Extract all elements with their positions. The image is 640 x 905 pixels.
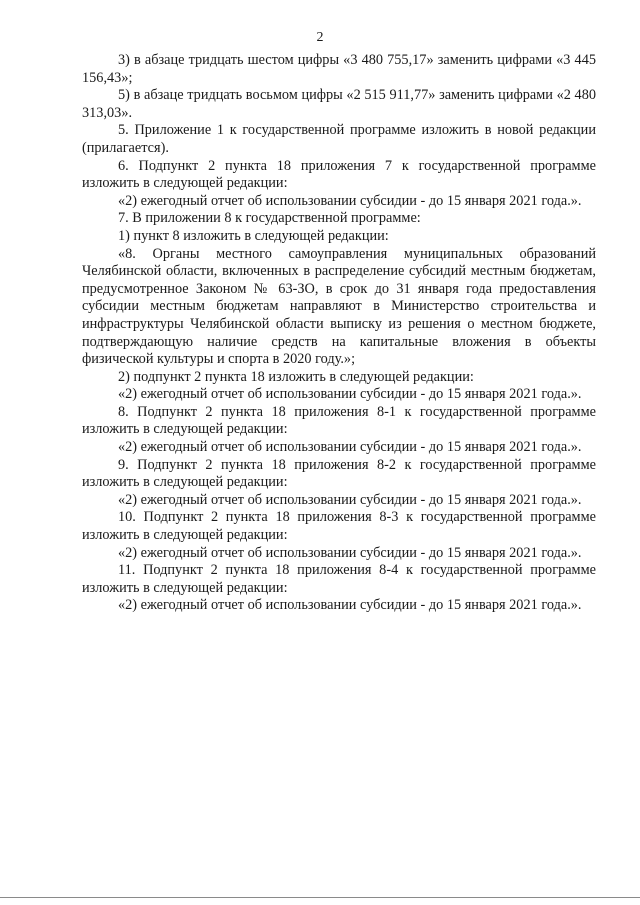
document-body [82, 52, 596, 615]
paragraph-quote: «2) ежегодный отчет об использовании субсидии - до 15 января 2021 года.». [118, 597, 582, 614]
paragraph-point-9: 9. Подпункт 2 пункта 18 приложения 8-2 к государственной программе изложить в следующей редакции: [82, 456, 596, 491]
paragraph-item-3-amend: 3) в абзаце тридцать шестом цифры «3 480 755,17» заменить цифрами «3 445 156,43»; [82, 52, 596, 86]
paragraph-point-10: 10. Подпункт 2 пункта 18 приложения 8-3 к государственной программе изложить в следующей редакции: [82, 509, 596, 544]
paragraph-quote: «2) ежегодный отчет об использовании субсидии - до 15 января 2021 года.». [118, 544, 582, 561]
paragraph-point-11: 11. Подпункт 2 пункта 18 приложения 8-4 к государственной программе изложить в следующей редакции: [82, 562, 596, 596]
paragraph-point-6: 6. Подпункт 2 пункта 18 приложения 7 к государственной программе изложить в следующей редакции: [82, 157, 596, 192]
page-bottom-divider [0, 897, 640, 898]
paragraph-quote: «2) ежегодный отчет об использовании субсидии - до 15 января 2021 года.». [118, 439, 582, 456]
paragraph-quote-point-8: «8. Органы местного самоуправления муниципальных образований Челябинской области, включенных в распределение субсидий местным бюджетам, предусмотренное Законом № 63-ЗО, в срок до 31 января года предоставления субсидии местным бюджетам направляют в Министерство строительства и инфраструктуры Челябинской области выписку из решения о местном бюджете, подтверждающую наличие средств на капитальные вложения в объекты физической культуры и спорта в 2020 году.»; [82, 245, 596, 368]
paragraph-quote: «2) ежегодный отчет об использовании субсидии - до 15 января 2021 года.». [118, 386, 582, 403]
paragraph-point-8: 8. Подпункт 2 пункта 18 приложения 8-1 к государственной программе изложить в следующей редакции: [82, 403, 596, 438]
paragraph-quote: «2) ежегодный отчет об использовании субсидии - до 15 января 2021 года.». [118, 192, 582, 209]
paragraph-point-7: 7. В приложении 8 к государственной программе: [118, 210, 421, 227]
paragraph-subpoint-1: 1) пункт 8 изложить в следующей редакции: [118, 227, 389, 244]
paragraph-subpoint-2: 2) подпункт 2 пункта 18 изложить в следующей редакции: [118, 368, 474, 385]
paragraph-item-5-amend: 5) в абзаце тридцать восьмом цифры «2 515 911,77» заменить цифрами «2 480 313,03». [82, 87, 596, 121]
page-number: 2 [316, 30, 324, 45]
paragraph-quote: «2) ежегодный отчет об использовании субсидии - до 15 января 2021 года.». [118, 491, 582, 508]
paragraph-point-5: 5. Приложение 1 к государственной программе изложить в новой редакции (прилагается). [82, 122, 596, 156]
